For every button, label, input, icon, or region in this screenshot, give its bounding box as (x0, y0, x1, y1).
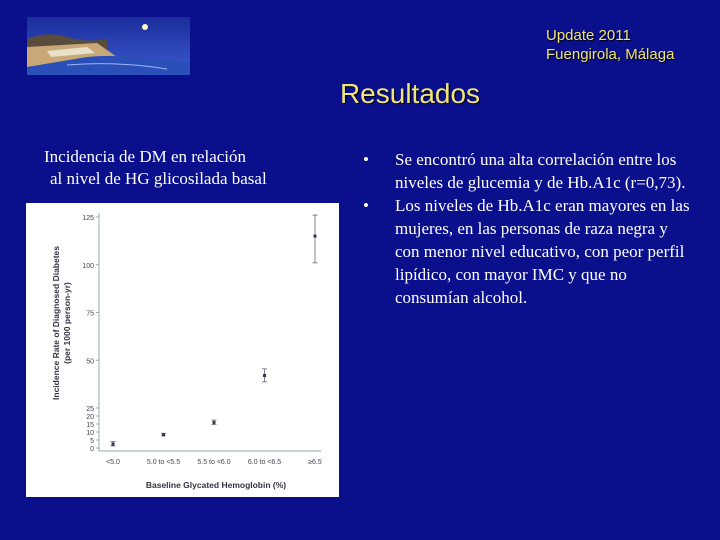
incidence-chart (26, 203, 339, 497)
data-point (314, 235, 317, 238)
y-tick-label: 125 (82, 215, 94, 222)
beach-photo-logo (27, 17, 190, 75)
update-label (546, 26, 674, 64)
chart-caption (44, 146, 267, 190)
x-tick-label: 5.5 to <6.0 (197, 459, 231, 466)
y-tick-label: 75 (86, 310, 94, 318)
y-tick-label: 0 (90, 446, 94, 453)
bullet-text: Los niveles de Hb.A1c eran mayores en las mujeres, en las personas de raza negra y con menor nivel educativo, con peor perfil lipídico, con mayor IMC y que no consumían alcohol. (395, 196, 690, 307)
x-tick-label: ≥6.5 (308, 459, 322, 466)
y-axis-label (51, 246, 72, 400)
update-line-1: Update 2011 (546, 27, 631, 44)
y-tick-label: 5 (90, 438, 94, 445)
update-line-2: Fuengirola, Málaga (546, 46, 675, 63)
y-tick-label: 25 (86, 406, 94, 413)
x-tick-label: 5.0 to <5.5 (146, 459, 181, 466)
x-tick-label: <5.0 (106, 459, 120, 466)
x-tick-label: 6.0 to <6.5 (247, 459, 282, 466)
y-tick-label: 15 (86, 422, 94, 429)
bullet-item (363, 194, 693, 309)
x-axis-label: Baseline Glycated Hemoglobin (%) (145, 480, 287, 490)
y-axis-label-line-2: (per 1000 person-yr) (62, 282, 72, 364)
bullet-marker: • (363, 150, 369, 169)
y-axis-label-line-1: Incidence Rate of Diagnosed Diabetes (51, 246, 61, 400)
bullet-marker: • (363, 196, 369, 215)
bullet-text: Se encontró una alta correlación entre los niveles de glucemia y de Hb.A1c (r=0,73). (395, 150, 686, 192)
data-point (263, 374, 266, 377)
data-point (213, 421, 216, 424)
chart-caption-line-1: Incidencia de DM en relación (44, 147, 247, 166)
y-tick-label: 50 (86, 358, 94, 366)
y-tick-label: 100 (82, 262, 94, 270)
slide-title: Resultados (339, 78, 481, 109)
chart-caption-line-2: al nivel de HG glicosilada basal (50, 169, 267, 188)
y-tick-label: 10 (86, 430, 94, 437)
chart-svg (26, 203, 339, 497)
data-point (162, 433, 165, 436)
data-point (112, 443, 115, 446)
results-bullets (363, 148, 693, 309)
y-tick-label: 20 (86, 414, 94, 421)
bullet-item (363, 148, 693, 194)
